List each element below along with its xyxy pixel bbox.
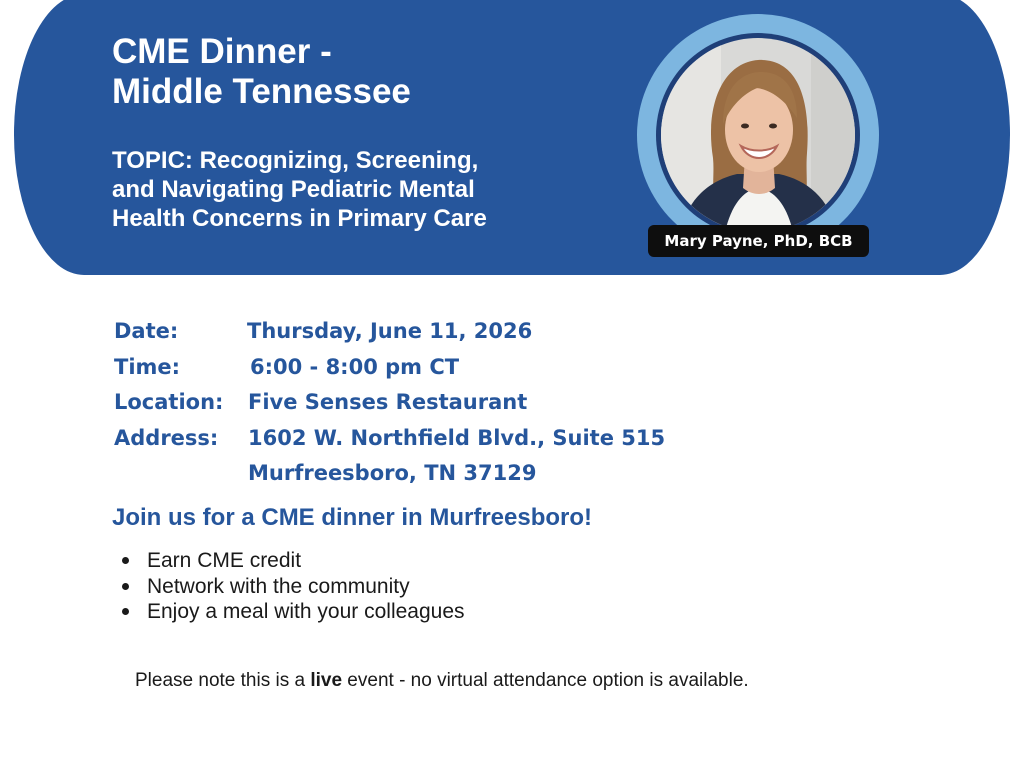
event-title-line-2: Middle Tennessee (112, 72, 411, 111)
event-title (112, 32, 532, 112)
date-value: Thursday, June 11, 2026 (247, 319, 533, 343)
list-item (147, 574, 465, 600)
topic-heading (112, 146, 572, 233)
speaker-photo (661, 38, 855, 232)
bullet-icon (122, 557, 129, 564)
benefit-text: Enjoy a meal with your colleagues (147, 600, 465, 623)
location-value: Five Senses Restaurant (248, 390, 528, 414)
attendance-note (135, 668, 749, 694)
benefit-text: Network with the community (147, 574, 410, 598)
list-item (147, 599, 465, 625)
note-text-before: Please note this is a (135, 670, 311, 691)
note-text-after: event - no virtual attendance option is available. (342, 670, 749, 691)
topic-line-3: Health Concerns in Primary Care (112, 205, 487, 232)
bullet-icon (122, 608, 129, 615)
benefits-list (147, 548, 465, 625)
location-label: Location: (114, 390, 224, 414)
topic-line-2: and Navigating Pediatric Mental (112, 176, 475, 203)
benefit-text: Earn CME credit (147, 549, 302, 572)
topic-line-1: TOPIC: Recognizing, Screening, (112, 147, 479, 174)
speaker-portrait-icon (661, 38, 855, 232)
join-heading: Join us for a CME dinner in Murfreesboro! (112, 504, 593, 531)
bullet-icon (122, 583, 129, 590)
date-label: Date: (114, 319, 179, 343)
note-emphasis: live (310, 670, 343, 691)
address-line-1: 1602 W. Northfield Blvd., Suite 515 (248, 425, 666, 450)
address-label: Address: (114, 425, 219, 450)
speaker-name-tag: Mary Payne, PhD, BCB (648, 225, 869, 257)
address-line-2: Murfreesboro, TN 37129 (248, 461, 537, 485)
time-label: Time: (114, 354, 181, 379)
event-title-line-1: CME Dinner - (112, 32, 332, 71)
list-item (147, 548, 465, 574)
time-value: 6:00 - 8:00 pm CT (250, 354, 460, 379)
